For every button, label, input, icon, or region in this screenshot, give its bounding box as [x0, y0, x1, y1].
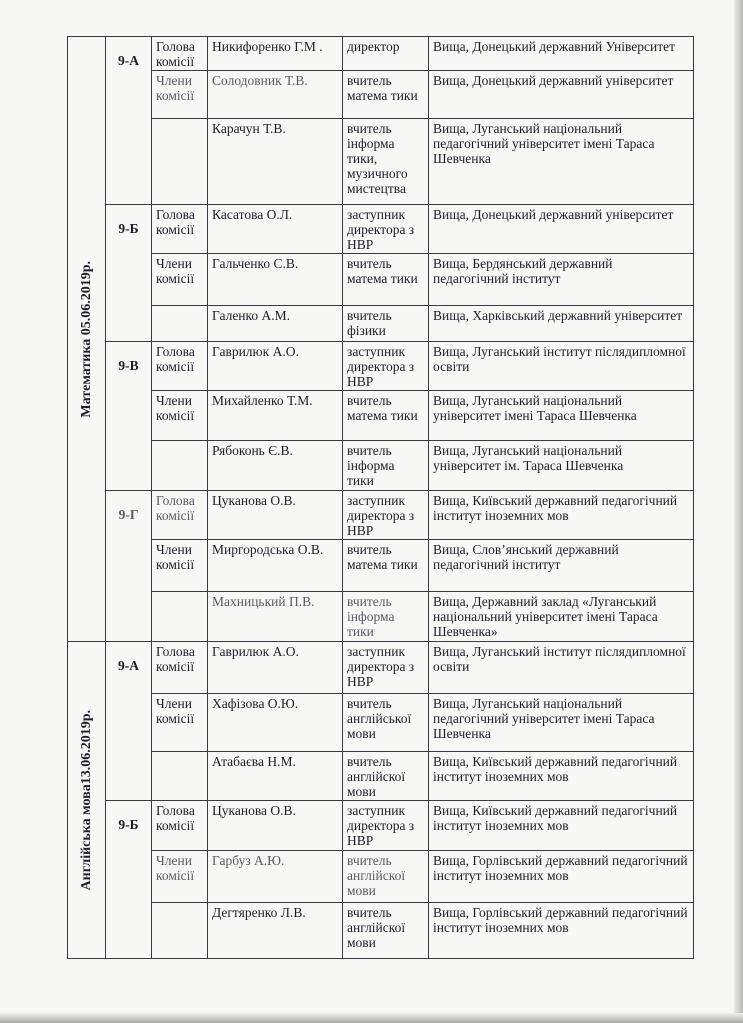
role-cell: Голова комісії: [152, 205, 208, 254]
member-position: вчитель англійської мови: [343, 694, 429, 752]
member-position: вчитель інформа тики: [343, 592, 429, 642]
subject-label-math: Математика 05.06.2019р.: [79, 260, 94, 418]
member-education: Вища, Луганський інститут післядипломної освіти: [429, 642, 694, 694]
role-cell: [152, 752, 208, 801]
member-education: Вища, Державний заклад «Луганський національний університет імені Тараса Шевченка»: [429, 592, 694, 642]
role-cell: [152, 119, 208, 205]
member-name: Галенко А.М.: [208, 306, 343, 342]
role-cell: Члени комісії: [152, 254, 208, 306]
member-name: Цуканова О.В.: [208, 491, 343, 540]
class-label: 9-В: [106, 342, 152, 491]
member-education: Вища, Донецький державний університет: [429, 205, 694, 254]
table-row: [68, 752, 694, 801]
member-education: Вища, Донецький державний університет: [429, 71, 694, 119]
table-row: [68, 205, 694, 254]
member-education: Вища, Харківський державний університет: [429, 306, 694, 342]
member-name: Касатова О.Л.: [208, 205, 343, 254]
table-row: [68, 903, 694, 959]
member-name: Рябоконь Є.В.: [208, 441, 343, 491]
role-cell: Члени комісії: [152, 71, 208, 119]
member-name: Гаврилюк А.О.: [208, 642, 343, 694]
table-row: [68, 37, 694, 71]
member-position: директор: [343, 37, 429, 71]
member-name: Гаврилюк А.О.: [208, 342, 343, 391]
member-education: Вища, Горлівський державний педагогічний інститут іноземних мов: [429, 851, 694, 903]
table-row: [68, 342, 694, 391]
table-row: [68, 642, 694, 694]
member-position: заступник директора з НВР: [343, 342, 429, 391]
member-position: вчитель англійскої мови: [343, 903, 429, 959]
role-cell: Члени комісії: [152, 391, 208, 441]
role-cell: Голова комісії: [152, 801, 208, 851]
member-education: Вища, Луганський інститут післядипломної освіти: [429, 342, 694, 391]
member-education: Вища, Луганський національний університет імені Тараса Шевченка: [429, 391, 694, 441]
subject-label-english: Англійська мова13.06.2019р.: [79, 709, 94, 891]
table-row: [68, 540, 694, 592]
member-name: Миргородська О.В.: [208, 540, 343, 592]
exam-commission-table: [67, 36, 694, 959]
table-row: [68, 71, 694, 119]
member-position: вчитель інформа тики: [343, 441, 429, 491]
scan-edge-right: [734, 0, 743, 1023]
role-cell: [152, 441, 208, 491]
member-education: Вища, Донецький державний Університет: [429, 37, 694, 71]
member-position: вчитель фізики: [343, 306, 429, 342]
member-name: Карачун Т.В.: [208, 119, 343, 205]
member-education: Вища, Горлівський державний педагогічний інститут іноземних мов: [429, 903, 694, 959]
member-name: Солодовник Т.В.: [208, 71, 343, 119]
table-row: [68, 441, 694, 491]
member-name: Никифоренко Г.М .: [208, 37, 343, 71]
member-position: вчитель матема тики: [343, 391, 429, 441]
class-label: 9-Б: [106, 205, 152, 342]
member-education: Вища, Луганський національний університет ім. Тараса Шевченка: [429, 441, 694, 491]
member-name: Гарбуз А.Ю.: [208, 851, 343, 903]
table-row: [68, 851, 694, 903]
role-cell: Члени комісії: [152, 851, 208, 903]
class-label: 9-Г: [106, 491, 152, 642]
table-row: [68, 254, 694, 306]
member-name: Михайленко Т.М.: [208, 391, 343, 441]
role-cell: Члени комісії: [152, 694, 208, 752]
member-name: Атабаєва Н.М.: [208, 752, 343, 801]
member-education: Вища, Слов’янський державний педагогічний інститут: [429, 540, 694, 592]
role-cell: Члени комісії: [152, 540, 208, 592]
role-cell: Голова комісії: [152, 642, 208, 694]
member-name: Дегтяренко Л.В.: [208, 903, 343, 959]
class-label: 9-А: [106, 642, 152, 801]
scan-edge-bottom: [0, 1013, 743, 1023]
member-education: Вища, Луганський національний педагогічний університет імені Тараса Шевченка: [429, 694, 694, 752]
class-label: 9-Б: [106, 801, 152, 959]
member-name: Махницький П.В.: [208, 592, 343, 642]
member-position: вчитель матема тики: [343, 254, 429, 306]
member-education: Вища, Київський державний педагогічний інститут іноземних мов: [429, 801, 694, 851]
role-cell: Голова комісії: [152, 491, 208, 540]
member-name: Цуканова О.В.: [208, 801, 343, 851]
member-position: вчитель англійскої мови: [343, 851, 429, 903]
member-education: Вища, Луганський національний педагогічний університет імені Тараса Шевченка: [429, 119, 694, 205]
subject-cell-math: [68, 37, 106, 642]
table-row: [68, 119, 694, 205]
role-cell: [152, 903, 208, 959]
role-cell: [152, 592, 208, 642]
member-position: заступник директора з НВР: [343, 491, 429, 540]
table-row: [68, 306, 694, 342]
member-name: Хафізова О.Ю.: [208, 694, 343, 752]
member-education: Вища, Київський державний педагогічний інститут іноземних мов: [429, 752, 694, 801]
member-position: вчитель матема тики: [343, 540, 429, 592]
member-name: Гальченко С.В.: [208, 254, 343, 306]
member-education: Вища, Бердянський державний педагогічний інститут: [429, 254, 694, 306]
role-cell: Голова комісії: [152, 37, 208, 71]
role-cell: Голова комісії: [152, 342, 208, 391]
subject-cell-english: [68, 642, 106, 959]
member-position: заступник директора з НВР: [343, 642, 429, 694]
role-cell: [152, 306, 208, 342]
member-position: вчитель інформа тики, музичного мистецтва: [343, 119, 429, 205]
member-position: заступник директора з НВР: [343, 205, 429, 254]
table-row: [68, 592, 694, 642]
member-position: вчитель англійскої мови: [343, 752, 429, 801]
table-row: [68, 801, 694, 851]
member-position: вчитель матема тики: [343, 71, 429, 119]
table-row: [68, 491, 694, 540]
member-position: заступник директора з НВР: [343, 801, 429, 851]
table-row: [68, 391, 694, 441]
member-education: Вища, Київський державний педагогічний інститут іноземних мов: [429, 491, 694, 540]
table-row: [68, 694, 694, 752]
class-label: 9-А: [106, 37, 152, 205]
